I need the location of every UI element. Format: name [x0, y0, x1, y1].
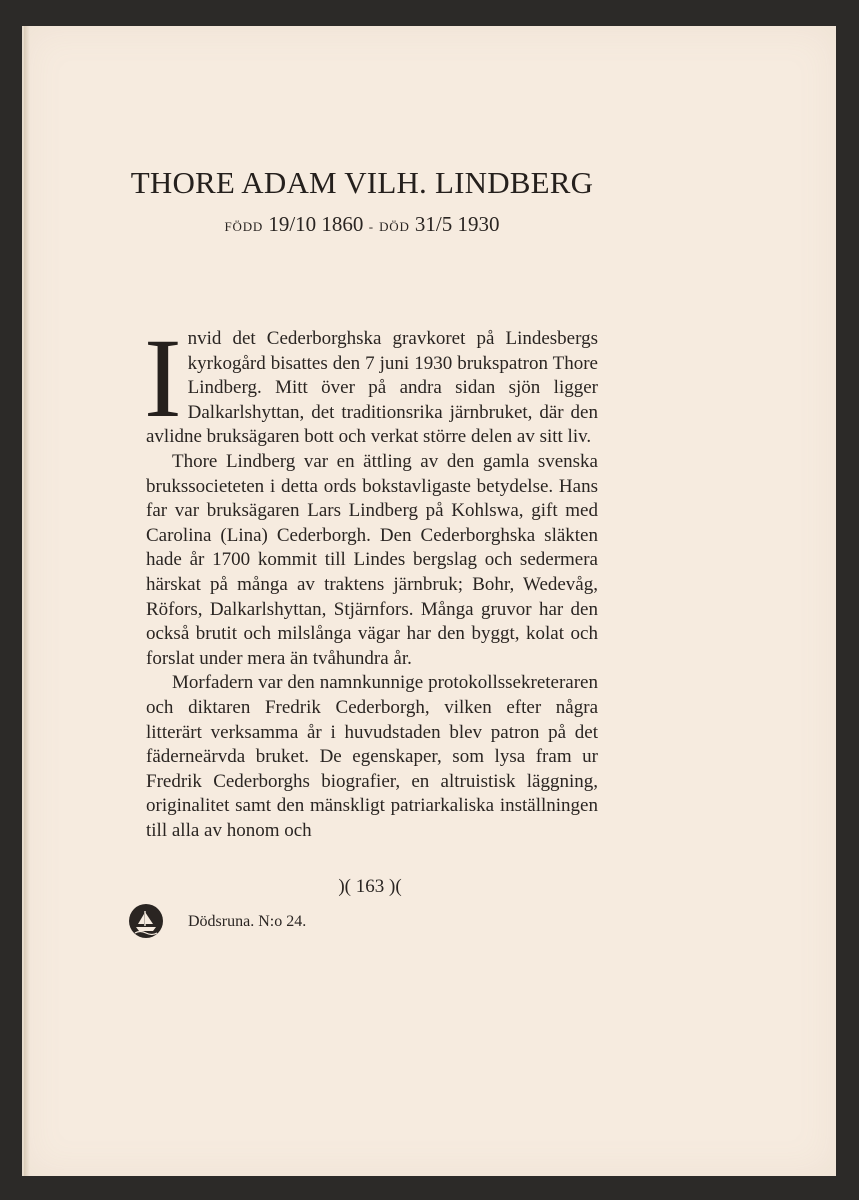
page-title: THORE ADAM VILH. LINDBERG	[130, 165, 594, 200]
page-number: )( 163 )(	[338, 876, 402, 897]
born-label: FÖDD	[224, 219, 264, 234]
ship-emblem-icon	[128, 903, 164, 939]
article-body	[144, 316, 598, 843]
obituary-signature: Dödsruna. N:o 24.	[188, 913, 307, 930]
paragraph-2: Thore Lindberg var en ättling av den gamla svenska brukssocieteten i detta ords bokstavligaste betydelse. Hans far var bruksägaren Lars Lindberg på Kohlswa, gift med Carolina (Lina) Cederborgh. Den Cederborghska släkten hade år 1700 kommit till Lindes bergslag och sedermera härskat på många av traktens järnbruk; Bohr, Wedevåg, Röfors, Dalkarlshyttan, Stjärnfors. Många gruvor har den också brutit och milslånga vägar har den byggt, kolat och forslat under mera än tvåhundra år.	[146, 450, 598, 669]
date-separator: -	[368, 219, 374, 234]
paragraph-3: Morfadern var den namnkunnige protokollssekreteraren och diktaren Fredrik Cederborgh, vilken efter några litterärt verksamma år i huvudstaden blev patron på det fäderneärvda bruket. De egenskaper, som lysa fram ur Fredrik Cederborghs biografier, en altruistisk läggning, originalitet samt den mänskligt patriarkaliska inställningen till alla av honom och	[146, 672, 598, 841]
paragraph-1	[144, 316, 598, 450]
born-date: 19/10 1860	[268, 212, 364, 236]
paragraph-1-text: nvid det Cederborghska gravkoret på Lindesbergs kyrkogård bisattes den 7 juni 1930 brukspatron Thore Lindberg. Mitt över på andra sidan sjön ligger Dalkarlshyttan, det traditionsrika järnbruket, där den avlidne bruksägaren bott och verkat större delen av sitt liv.	[146, 328, 598, 448]
drop-cap: I	[144, 316, 182, 441]
died-date: 31/5 1930	[414, 212, 500, 236]
life-dates	[122, 212, 602, 237]
died-label: DÖD	[379, 219, 410, 234]
